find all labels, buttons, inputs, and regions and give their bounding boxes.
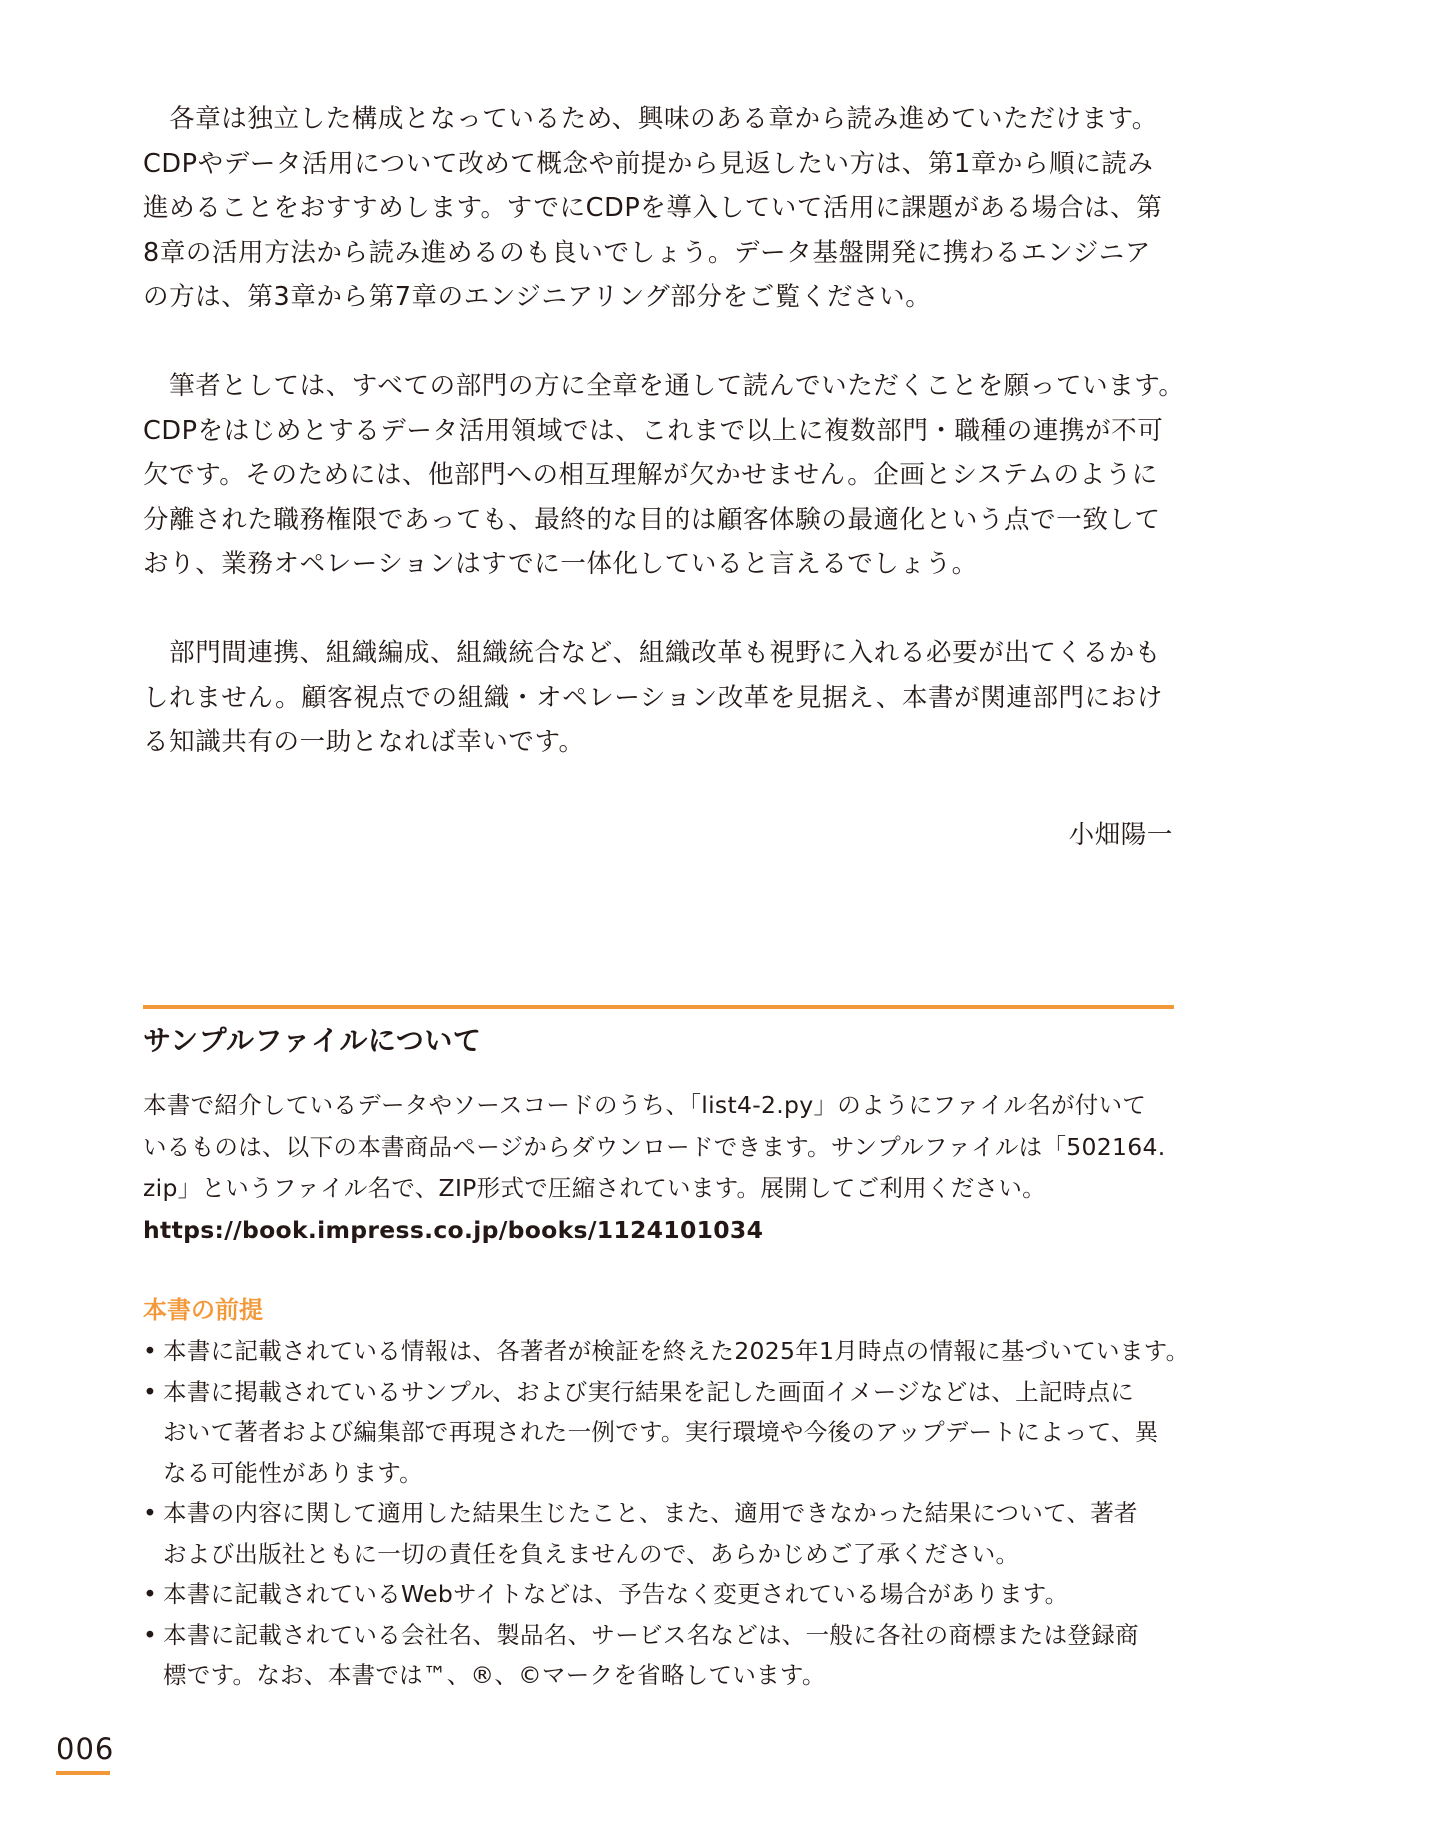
bullet-icon: •	[143, 1620, 158, 1649]
text-line: る知識共有の一助となれば幸いです。	[143, 727, 585, 757]
page-number-underline	[56, 1771, 110, 1775]
bullet-icon: •	[143, 1499, 158, 1527]
text-line: 本書に掲載されているサンプル、および実行結果を記した画面イメージなどは、上記時点に	[163, 1377, 1135, 1406]
text-line: 本書に記載されている情報は、各著者が検証を終えた2025年1月時点の情報に基づいています。	[163, 1337, 1190, 1365]
text-line: なる可能性があります。	[163, 1458, 423, 1487]
page-number: 006	[56, 1732, 115, 1766]
premise-heading: 本書の前提	[143, 1296, 263, 1324]
text-line: しれません。顧客視点での組織・オペレーション改革を見据え、本書が関連部門におけ	[143, 682, 1163, 713]
text-line: いるものは、以下の本書商品ページからダウンロードできます。サンプルファイルは「502164.	[143, 1132, 1166, 1161]
text-line: 本書に記載されているWebサイトなどは、予告なく変更されている場合があります。	[163, 1580, 1069, 1608]
text-line: おり、業務オペレーションはすでに一体化していると言えるでしょう。	[143, 549, 978, 579]
text-line: 欠です。そのためには、他部門への相互理解が欠かせません。企画とシステムのように	[143, 460, 1158, 490]
text-line: 本書の内容に関して適用した結果生じたこと、また、適用できなかった結果について、著者	[163, 1499, 1138, 1527]
text-line: 進めることをおすすめします。すでにCDPを導入していて活用に課題がある場合は、第	[143, 193, 1163, 223]
text-line: の方は、第3章から第7章のエンジニアリング部分をご覧ください。	[143, 282, 932, 312]
text-line: 筆者としては、すべての部門の方に全章を通して読んでいただくことを願っています。	[143, 371, 1185, 401]
list-item	[143, 1493, 1203, 1574]
author-signature: 小畑陽一	[1068, 820, 1173, 850]
bullet-icon: •	[143, 1337, 158, 1365]
text-line: および出版社ともに一切の責任を負えませんので、あらかじめご了承ください。	[163, 1539, 1020, 1568]
text-line: 本書で紹介しているデータやソースコードのうち、「list4-2.py」のようにファイル名が付いて	[143, 1091, 1147, 1119]
download-url[interactable]: https://book.impress.co.jp/books/1124101034	[143, 1215, 764, 1244]
text-line: 8章の活用方法から読み進めるのも良いでしょう。データ基盤開発に携わるエンジニア	[143, 237, 1151, 268]
text-line: zip」というファイル名で、ZIP形式で圧縮されています。展開してご利用ください。	[143, 1174, 1046, 1202]
text-line: 本書に記載されている会社名、製品名、サービス名などは、一般に各社の商標または登録商	[163, 1620, 1139, 1649]
preface-paragraph-1	[143, 97, 1183, 320]
preface-paragraph-3	[143, 631, 1183, 765]
list-item	[143, 1331, 1203, 1372]
list-item	[143, 1372, 1203, 1494]
text-line: おいて著者および編集部で再現された一例です。実行環境や今後のアップデートによって、異	[163, 1418, 1159, 1446]
text-line: CDPをはじめとするデータ活用領域では、これまで以上に複数部門・職種の連携が不可	[143, 415, 1164, 446]
sample-section-body	[143, 1085, 1166, 1251]
list-item	[143, 1615, 1203, 1696]
text-line: 分離された職務権限であっても、最終的な目的は顧客体験の最適化という点で一致して	[143, 504, 1161, 535]
sample-section-title: サンプルファイルについて	[143, 1024, 482, 1057]
bullet-icon: •	[143, 1580, 158, 1608]
text-line: 標です。なお、本書では™、®、©マークを省略しています。	[163, 1661, 826, 1689]
text-line: CDPやデータ活用について改めて概念や前提から見返したい方は、第1章から順に読み	[143, 148, 1154, 179]
text-line: 各章は独立した構成となっているため、興味のある章から読み進めていただけます。	[143, 104, 1158, 134]
section-divider	[143, 1005, 1174, 1009]
text-line: 部門間連携、組織編成、組織統合など、組織改革も視野に入れる必要が出てくるかも	[143, 638, 1161, 668]
preface-paragraph-2	[143, 364, 1183, 587]
list-item	[143, 1574, 1203, 1615]
bullet-icon: •	[143, 1377, 158, 1406]
premise-list	[143, 1331, 1203, 1696]
